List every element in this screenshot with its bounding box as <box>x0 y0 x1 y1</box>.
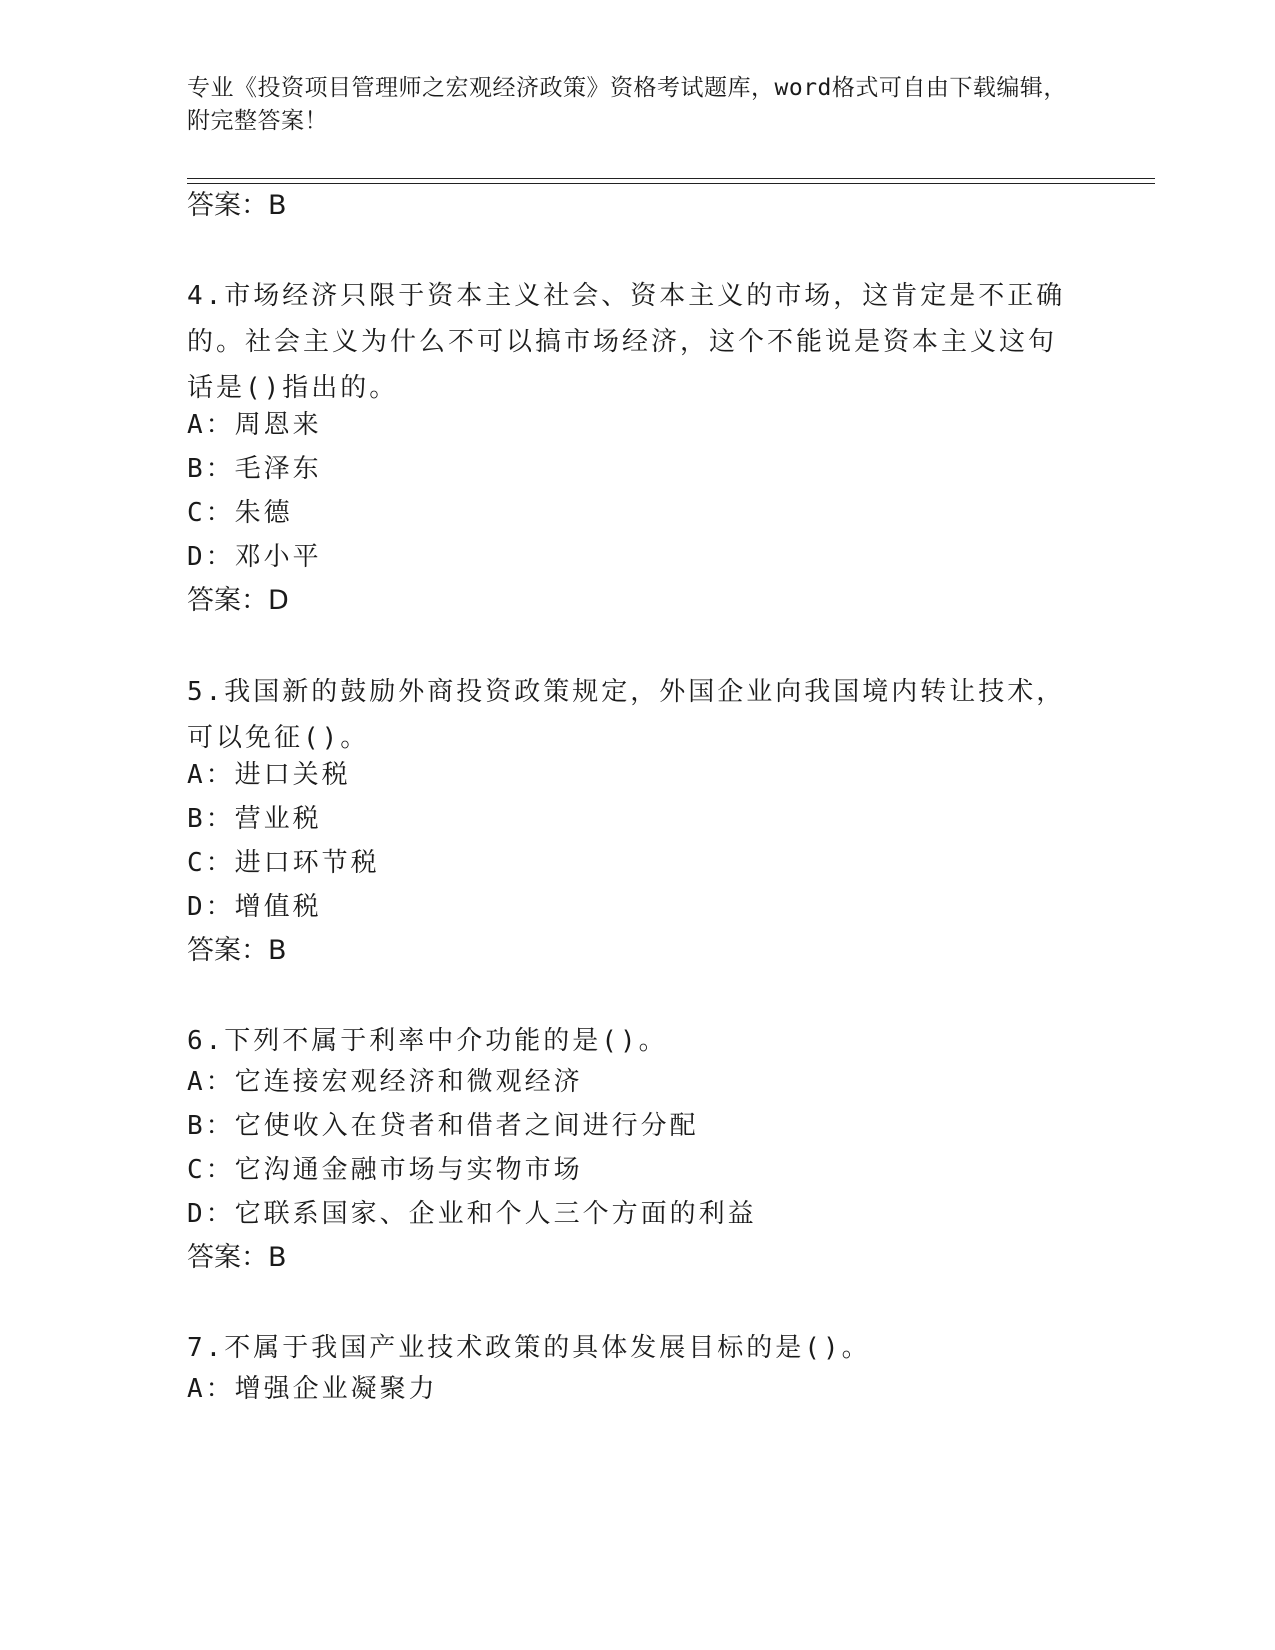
page-header: 专业《投资项目管理师之宏观经济政策》资格考试题库，word格式可自由下载编辑，附完整答案！ <box>187 75 1067 134</box>
question-5-option-a: A：进口关税 <box>187 760 351 790</box>
question-7-option-a: A：增强企业凝聚力 <box>187 1374 438 1404</box>
header-divider-bottom <box>187 183 1155 184</box>
question-4-option-a: A：周恩来 <box>187 410 322 440</box>
answer-q6: 答案：B <box>187 1242 287 1273</box>
question-7-text: 7.不属于我国产业技术政策的具体发展目标的是()。 <box>187 1333 871 1363</box>
header-divider-top <box>187 178 1155 179</box>
answer-q4: 答案：D <box>187 585 289 616</box>
question-4-option-c: C：朱德 <box>187 498 293 528</box>
question-5-option-d: D：增值税 <box>187 892 322 922</box>
question-5-text: 5.我国新的鼓励外商投资政策规定，外国企业向我国境内转让技术，可以免征()。 <box>187 677 1066 753</box>
question-6-option-b: B：它使收入在贷者和借者之间进行分配 <box>187 1111 699 1141</box>
question-6-option-d: D：它联系国家、企业和个人三个方面的利益 <box>187 1199 757 1229</box>
question-4-text: 4.市场经济只限于资本主义社会、资本主义的市场，这肯定是不正确的。社会主义为什么不可以搞市场经济，这个不能说是资本主义这句话是()指出的。 <box>187 281 1066 403</box>
answer-q3: 答案：B <box>187 190 287 221</box>
question-6-option-c: C：它沟通金融市场与实物市场 <box>187 1155 583 1185</box>
question-5-option-c: C：进口环节税 <box>187 848 380 878</box>
question-4-option-d: D：邓小平 <box>187 542 322 572</box>
question-6-text: 6.下列不属于利率中介功能的是()。 <box>187 1026 668 1056</box>
question-5-option-b: B：营业税 <box>187 804 322 834</box>
answer-q5: 答案：B <box>187 935 287 966</box>
question-6-option-a: A：它连接宏观经济和微观经济 <box>187 1067 583 1097</box>
question-4-option-b: B：毛泽东 <box>187 454 322 484</box>
